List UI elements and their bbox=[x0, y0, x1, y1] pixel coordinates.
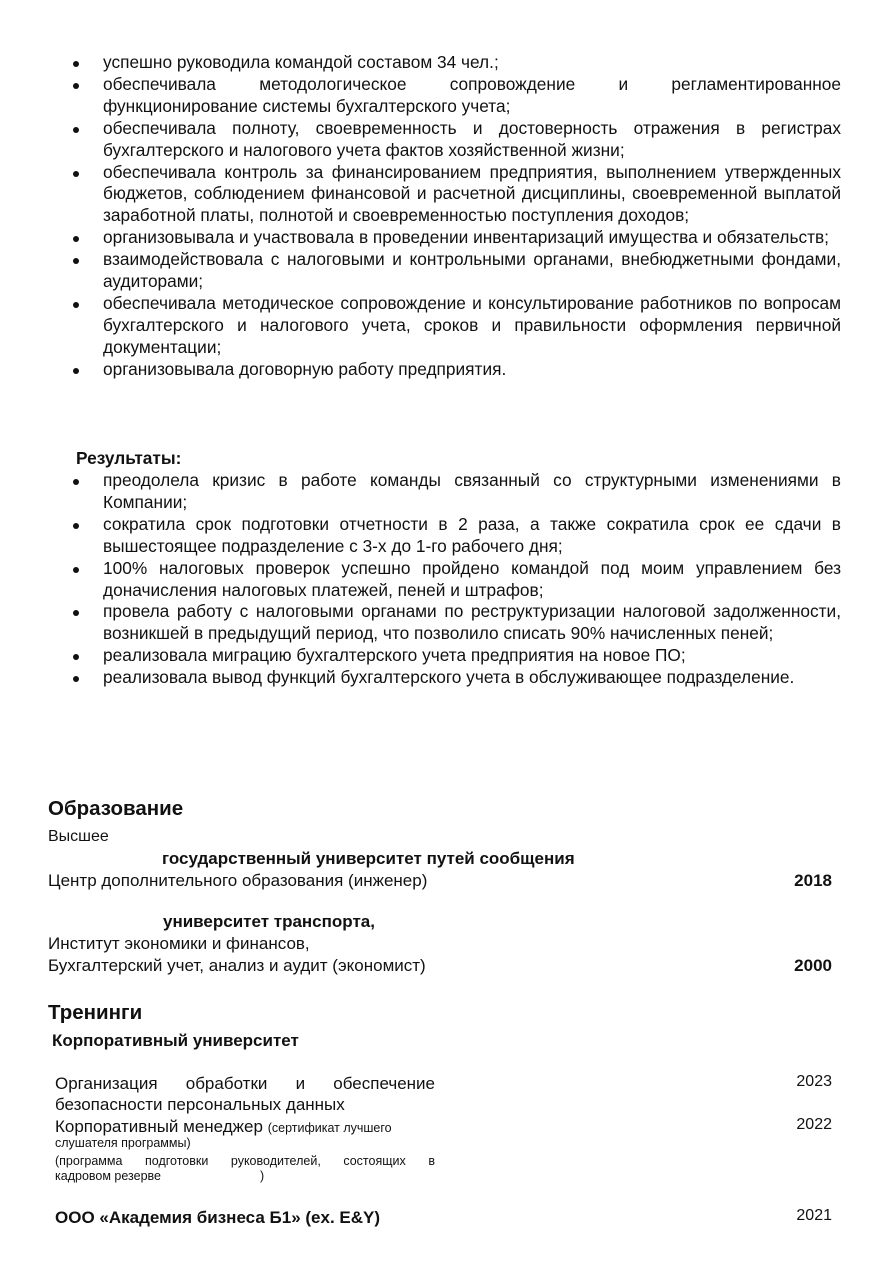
education-level: Высшее bbox=[48, 828, 109, 845]
duty-text: обеспечивала методическое сопровождение и консультирование работников по вопросам бухгалтерского и налогового учета, сроков и правильности оформления первичной документации; bbox=[103, 292, 841, 357]
education-heading: Образование bbox=[48, 797, 184, 820]
result-text: 100% налоговых проверок успешно пройдено командой под моим управлением без доначисления налоговых платежей, пеней и штрафов; bbox=[103, 557, 841, 600]
bullet-icon bbox=[73, 258, 79, 264]
result-text: реализовала миграцию бухгалтерского учета предприятия на новое ПО; bbox=[103, 645, 686, 666]
bullet-icon bbox=[73, 368, 79, 374]
course-1-line-2: безопасности персональных данных bbox=[55, 1095, 345, 1114]
course-1-line-1 bbox=[55, 1073, 435, 1094]
bullet-icon bbox=[73, 567, 79, 573]
list-item bbox=[73, 74, 841, 118]
bullet-icon bbox=[73, 676, 79, 682]
list-item bbox=[73, 645, 841, 667]
course-2-program-close: ) bbox=[260, 1169, 265, 1183]
training-year-2: 2022 bbox=[796, 1116, 832, 1133]
bullet-icon bbox=[73, 127, 79, 133]
trainings-heading: Тренинги bbox=[48, 1001, 143, 1024]
course-2-title: Корпоративный менеджер bbox=[55, 1117, 263, 1136]
bullet-icon bbox=[73, 61, 79, 67]
duty-text: обеспечивала методологическое сопровождение и регламентированное функционирование системы бухгалтерского учета; bbox=[103, 73, 841, 116]
result-text: преодолела кризис в работе команды связанный со структурными изменениями в Компании; bbox=[103, 470, 841, 512]
list-item bbox=[73, 514, 841, 558]
training-year-3: 2021 bbox=[796, 1207, 832, 1224]
list-item bbox=[73, 249, 841, 293]
education-institution-1: государственный университет путей сообщения bbox=[162, 849, 575, 868]
education-institution-2: университет транспорта, bbox=[163, 912, 375, 931]
word: руководителей, bbox=[230, 1154, 321, 1168]
word: в bbox=[428, 1154, 435, 1168]
duty-text: успешно руководила командой составом 34 чел.; bbox=[103, 52, 499, 72]
word: (программа bbox=[55, 1154, 123, 1168]
result-text: провела работу с налоговыми органами по реструктуризации налоговой задолженности, возникшей в предыдущий период, что позволило списать 90% начисленных пеней; bbox=[103, 601, 841, 644]
list-item bbox=[73, 470, 841, 514]
bullet-icon bbox=[73, 171, 79, 177]
results-list bbox=[73, 470, 841, 689]
training-org-1: Корпоративный университет bbox=[52, 1031, 299, 1050]
result-text: сократила срок подготовки отчетности в 2 раза, а также сократила срок ее сдачи в вышестоящее подразделение с 3-х до 1-го рабочего дня; bbox=[103, 513, 841, 556]
education-year-1: 2018 bbox=[794, 871, 832, 890]
course-2-program-line-1 bbox=[55, 1154, 435, 1169]
bullet-icon bbox=[73, 523, 79, 529]
word: и bbox=[295, 1074, 306, 1093]
list-item bbox=[73, 667, 841, 689]
training-course-1 bbox=[55, 1073, 435, 1115]
list-item bbox=[73, 118, 841, 162]
result-text: реализовала вывод функций бухгалтерского учета в обслуживающее подразделение. bbox=[103, 667, 795, 688]
education-program-1: Центр дополнительного образования (инженер) bbox=[48, 871, 428, 890]
list-item bbox=[73, 359, 841, 381]
education-program-2: Бухгалтерский учет, анализ и аудит (экономист) bbox=[48, 956, 426, 975]
duty-text: обеспечивала контроль за финансированием предприятия, выполнением утвержденных бюджетов, соблюдением финансовой и расчетной дисциплины, своевременной выплатой заработной платы, полнотой и своевременностью поступления доходов; bbox=[103, 161, 841, 226]
bullet-icon bbox=[73, 654, 79, 660]
course-2-note: (сертификат лучшего bbox=[267, 1121, 392, 1135]
list-item bbox=[73, 162, 841, 228]
list-item bbox=[73, 52, 841, 74]
bullet-icon bbox=[73, 236, 79, 242]
list-item bbox=[73, 558, 841, 602]
duties-list bbox=[73, 52, 841, 381]
duty-text: организовывала договорную работу предприятия. bbox=[103, 358, 507, 379]
education-faculty-2: Институт экономики и финансов, bbox=[48, 934, 310, 953]
bullet-icon bbox=[73, 610, 79, 616]
education-year-2: 2000 bbox=[794, 956, 832, 975]
duty-text: организовывала и участвовала в проведении инвентаризаций имущества и обязательств; bbox=[103, 227, 829, 248]
bullet-icon bbox=[73, 302, 79, 308]
word: Организация bbox=[55, 1074, 158, 1093]
training-org-2: ООО «Академия бизнеса Б1» (ex. E&Y) bbox=[55, 1208, 381, 1227]
word: подготовки bbox=[145, 1154, 209, 1168]
bullet-icon bbox=[73, 479, 79, 485]
duty-text: взаимодействовала с налоговыми и контрольными органами, внебюджетными фондами, аудиторами; bbox=[103, 249, 841, 292]
list-item bbox=[73, 293, 841, 359]
list-item bbox=[73, 601, 841, 645]
word: обработки bbox=[185, 1074, 268, 1093]
training-year-1: 2023 bbox=[796, 1073, 832, 1090]
results-heading: Результаты: bbox=[76, 448, 182, 468]
course-2-note-cont: слушателя программы) bbox=[55, 1136, 191, 1150]
duty-text: обеспечивала полноту, своевременность и достоверность отражения в регистрах бухгалтерского и налогового учета фактов хозяйственной жизни; bbox=[103, 117, 841, 160]
course-2-program-line-2: кадровом резерве bbox=[55, 1169, 161, 1183]
list-item bbox=[73, 227, 841, 249]
word: состоящих bbox=[343, 1154, 406, 1168]
word: обеспечение bbox=[333, 1074, 435, 1093]
bullet-icon bbox=[73, 83, 79, 89]
